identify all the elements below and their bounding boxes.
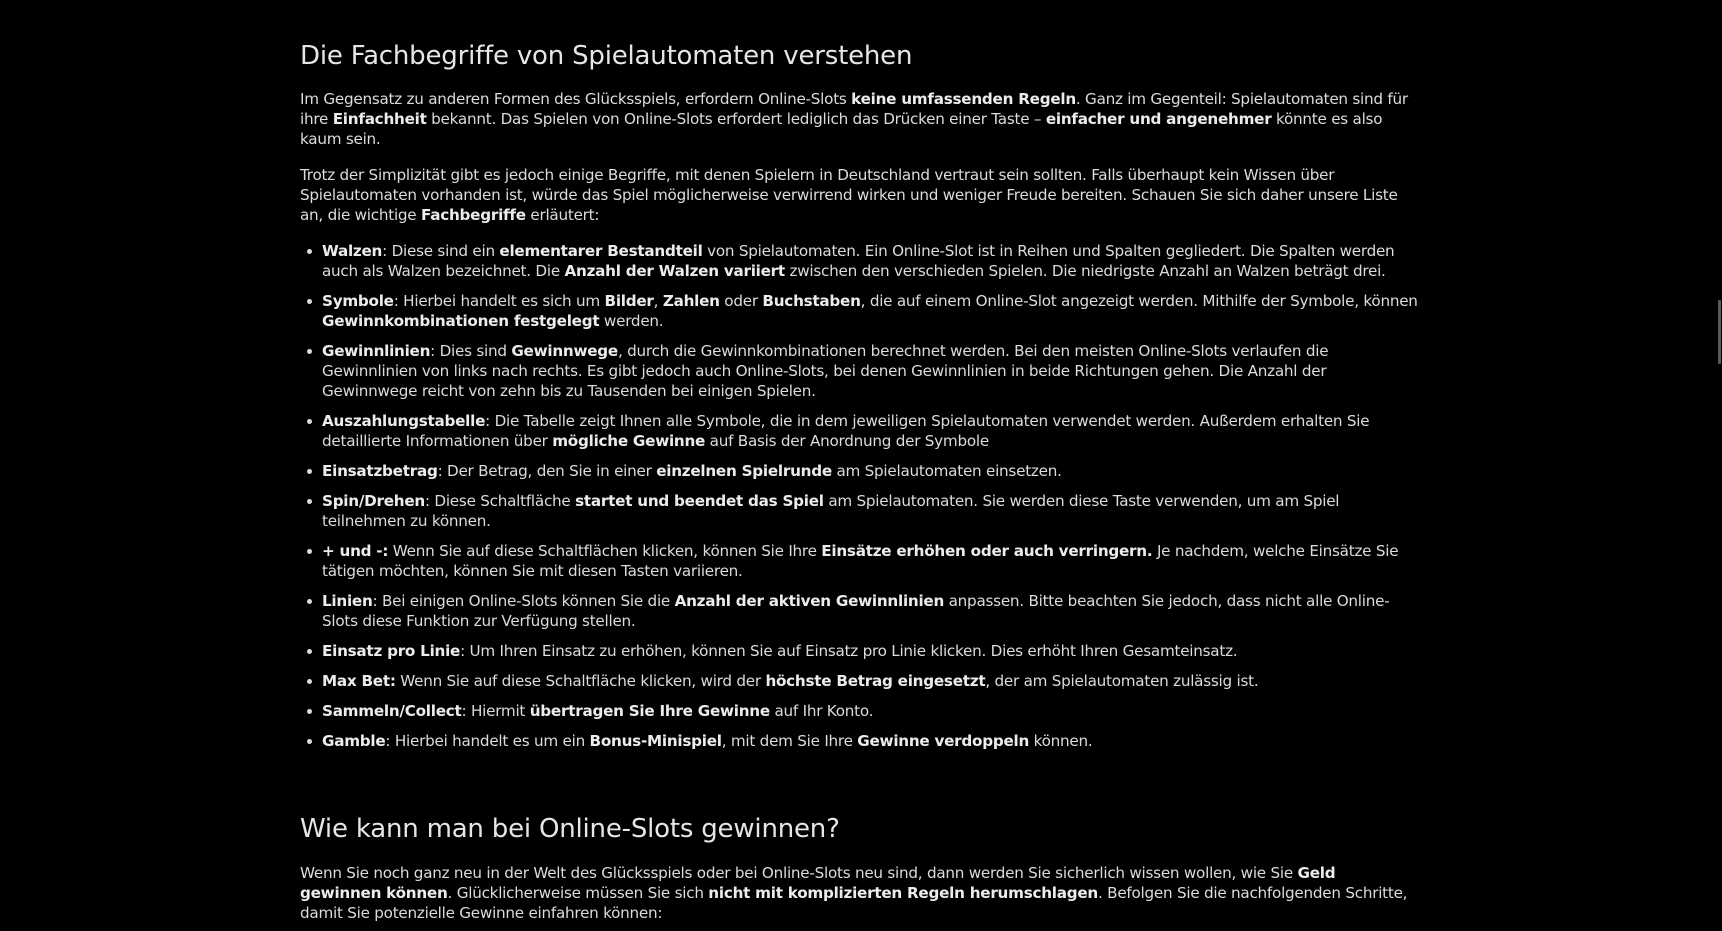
text-run: . Ganz im Gegenteil: Spielautomaten sind für ihre [300,90,1408,128]
list-item-spin-drehen [322,491,1420,531]
second-paragraph [300,165,1420,225]
term: Auszahlungstabelle [322,412,486,430]
text-run: : Bei einigen Online-Slots können Sie die [372,592,675,610]
section-heading-gewinnen: Wie kann man bei Online-Slots gewinnen? [300,814,840,844]
list-item-auszahlungstabelle [322,411,1420,451]
list-item-einsatz-pro-linie [322,641,1420,661]
bold-text: Gewinne verdoppeln [857,732,1030,750]
term: Walzen [322,242,383,260]
term: Gewinnlinien [322,342,431,360]
bold-text: Gewinnkombinationen festgelegt [322,312,600,330]
text-run: Je nachdem, welche Einsätze Sie tätigen möchten, können Sie mit diesen Tasten variieren. [322,542,1399,580]
bold-text: elementarer Bestandteil [499,242,703,260]
list-item-linien [322,591,1420,631]
text-run: Trotz der Simplizität gibt es jedoch einige Begriffe, mit denen Spielern in Deutschland vertraut sein sollten. Falls überhaupt kein Wissen über Spielautomaten vorhanden ist, würde das Spiel möglicherweise verwirrend wirken und weniger Freude bereiten. Schauen Sie sich daher unsere Liste an, die wichtige [300,166,1398,224]
text-run: . Glücklicherweise müssen Sie sich [447,884,709,902]
text-run: am Spielautomaten einsetzen. [831,462,1062,480]
text-run: Wenn Sie noch ganz neu in der Welt des Glücksspiels oder bei Online-Slots neu sind, dann werden Sie sicherlich wissen wollen, wie Sie [300,864,1298,882]
text-run: können. [1029,732,1093,750]
text-run: Im Gegensatz zu anderen Formen des Glücksspiels, erfordern Online-Slots [300,90,852,108]
text-run: : Die Tabelle zeigt Ihnen alle Symbole, die in dem jeweiligen Spielautomaten verwendet werden. Außerdem erhalten Sie detaillierte Informationen über [322,412,1370,450]
text-run: bekannt. Das Spielen von Online-Slots erfordert lediglich das Drücken einer Taste – [426,110,1046,128]
text-run: : Hierbei handelt es sich um [393,292,605,310]
bold-text: Gewinnwege [511,342,618,360]
term: Linien [322,592,373,610]
bold-text: Fachbegriffe [420,206,526,224]
bold-text: Einsätze erhöhen oder auch verringern. [821,542,1153,560]
list-item-walzen [322,241,1420,281]
scrollbar-thumb[interactable] [1718,300,1721,364]
text-run: auf Ihr Konto. [769,702,874,720]
text-run: am Spielautomaten. Sie werden diese Taste verwenden, um am Spiel teilnehmen zu können. [322,492,1340,530]
list-item-plus-minus [322,541,1420,581]
text-run: könnte es also kaum sein. [300,110,1383,148]
term: Max Bet: [322,672,396,690]
term: Einsatz pro Linie [322,642,461,660]
bold-text: Bonus-Minispiel [589,732,722,750]
section-heading-fachbegriffe: Die Fachbegriffe von Spielautomaten verstehen [300,41,913,71]
text-run: : Hiermit [461,702,530,720]
text-run: : Um Ihren Einsatz zu erhöhen, können Sie auf Einsatz pro Linie klicken. Dies erhöht Ihren Gesamteinsatz. [460,642,1238,660]
list-item-gamble [322,731,1420,751]
text-run: , [653,292,663,310]
bold-text: startet und beendet das Spiel [575,492,824,510]
text-run: erläutert: [525,206,600,224]
bold-text: keine umfassenden Regeln [851,90,1076,108]
text-run: Wenn Sie auf diese Schaltflächen klicken, können Sie Ihre [388,542,822,560]
text-run: werden. [599,312,664,330]
text-run: : Dies sind [430,342,512,360]
text-run: : Diese Schaltfläche [424,492,576,510]
bold-text: übertragen Sie Ihre Gewinne [529,702,770,720]
bold-text: einzelnen Spielrunde [656,462,832,480]
bold-text: Anzahl der Walzen variiert [564,262,785,280]
intro-paragraph [300,89,1420,149]
text-run: von Spielautomaten. Ein Online-Slot ist in Reihen und Spalten gegliedert. Die Spalten werden auch als Walzen bezeichnet. Die [322,242,1395,280]
term: Symbole [322,292,394,310]
bold-text: Einfachheit [332,110,427,128]
bold-text: nicht mit komplizierten Regeln herumschlagen [708,884,1098,902]
bold-text: Bilder [604,292,654,310]
gewinnen-paragraph [300,863,1420,923]
text-run: . Befolgen Sie die nachfolgenden Schritte, damit Sie potenzielle Gewinne einfahren können: [300,884,1408,922]
text-run: , die auf einem Online-Slot angezeigt werden. Mithilfe der Symbole, können [860,292,1418,310]
term: Spin/Drehen [322,492,425,510]
bold-text: einfacher und angenehmer [1045,110,1272,128]
bold-text: höchste Betrag eingesetzt [765,672,986,690]
article-content [300,38,1420,923]
text-run: anpassen. Bitte beachten Sie jedoch, dass nicht alle Online-Slots diese Funktion zur Verfügung stellen. [322,592,1390,630]
text-run: , mit dem Sie Ihre [721,732,858,750]
term: Sammeln/Collect [322,702,462,720]
bold-text: Zahlen [662,292,720,310]
list-item-sammeln-collect [322,701,1420,721]
text-run: Wenn Sie auf diese Schaltfläche klicken, wird der [395,672,766,690]
text-run: : Hierbei handelt es um ein [385,732,590,750]
text-run: zwischen den verschieden Spielen. Die niedrigste Anzahl an Walzen beträgt drei. [784,262,1386,280]
list-item-max-bet [322,671,1420,691]
term: Gamble [322,732,386,750]
text-run: oder [719,292,763,310]
list-item-symbole [322,291,1420,331]
list-item-einsatzbetrag [322,461,1420,481]
text-run: auf Basis der Anordnung der Symbole [705,432,989,450]
text-run: : Der Betrag, den Sie in einer [437,462,657,480]
bold-text: Geld gewinnen können [300,864,1336,902]
bold-text: Anzahl der aktiven Gewinnlinien [674,592,945,610]
terms-list [300,241,1420,751]
term: + und -: [322,542,389,560]
text-run: , durch die Gewinnkombinationen berechnet werden. Bei den meisten Online-Slots verlaufen die Gewinnlinien von links nach rechts. Es gibt jedoch auch Online-Slots, bei denen Gewinnlinien in beide Richtungen gehen. Die Anzahl der Gewinnwege reicht von zehn bis zu Tausenden bei einigen Spielen. [322,342,1329,400]
text-run: , der am Spielautomaten zulässig ist. [985,672,1259,690]
bold-text: mögliche Gewinne [552,432,706,450]
list-item-gewinnlinien [322,341,1420,401]
bold-text: Buchstaben [762,292,861,310]
term: Einsatzbetrag [322,462,438,480]
text-run: : Diese sind ein [382,242,500,260]
